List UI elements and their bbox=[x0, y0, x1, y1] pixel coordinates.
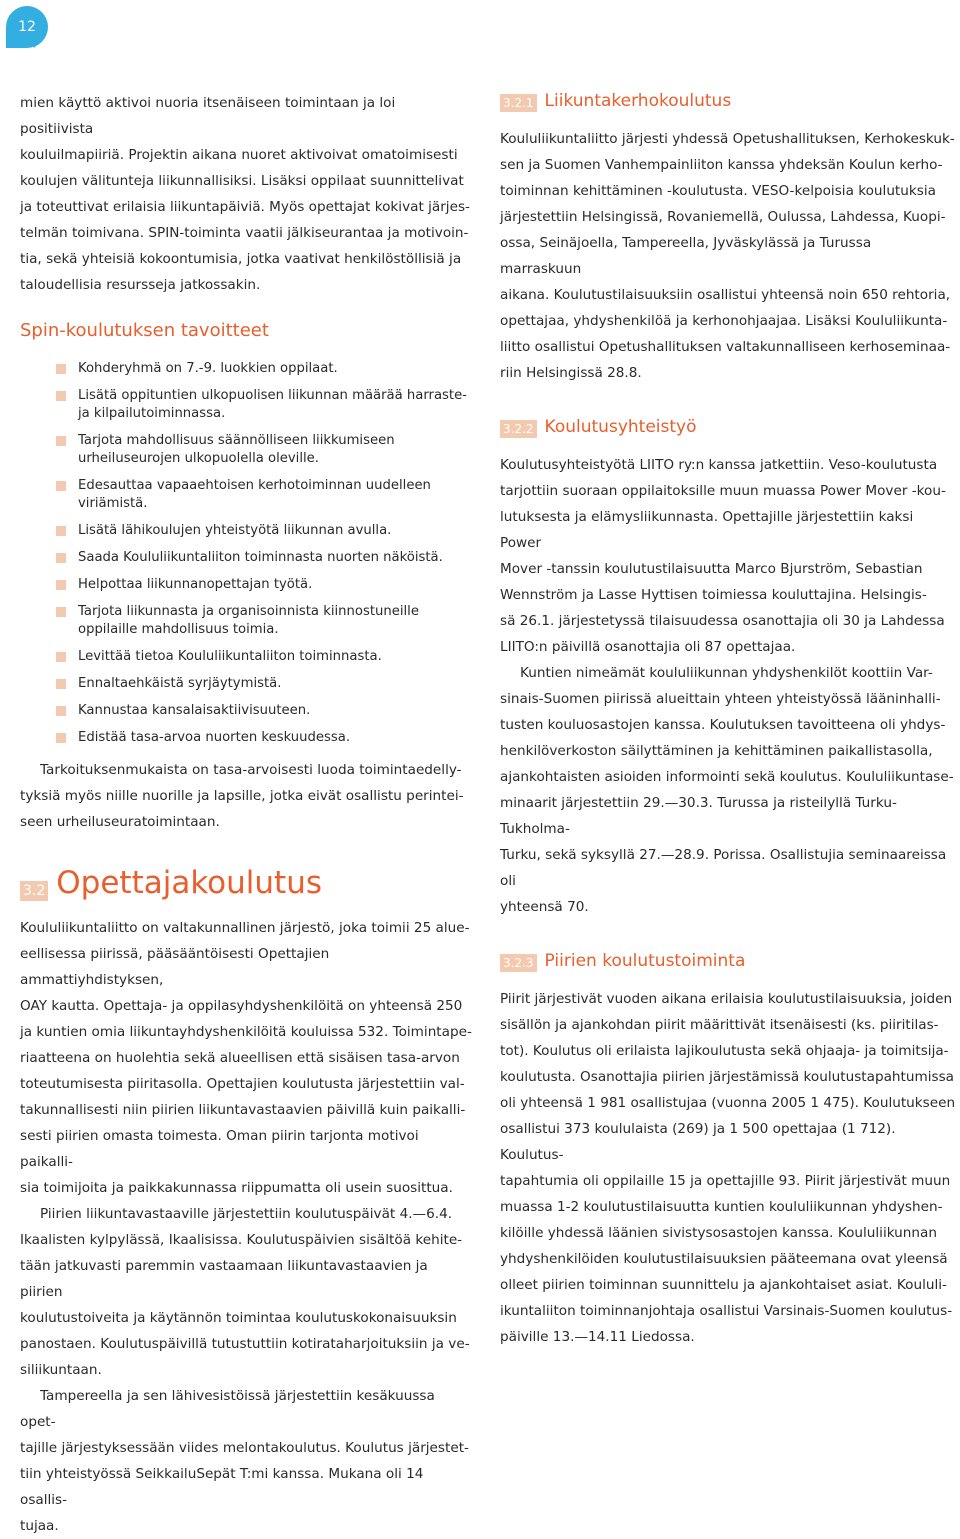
page-number-badge bbox=[6, 6, 48, 48]
section-header-3-2-3 bbox=[500, 950, 956, 972]
text-line: koulutustoiveita ja käytännön toimintaa koulutuskokonaisuuksin bbox=[20, 1310, 457, 1326]
text-line: Wennström ja Lasse Hyttisen toimiessa kouluttajina. Helsingis- bbox=[500, 587, 927, 603]
text-line: sesti piirien omasta toimesta. Oman piirin tarjonta motivoi paikalli- bbox=[20, 1128, 419, 1170]
text-line: ikuntaliiton toiminnanjohtaja osallistui Varsinais-Suomen koulutus- bbox=[500, 1303, 953, 1319]
text-line: sä 26.1. järjestetyssä tilaisuudessa osanottajia oli 30 ja Lahdessa bbox=[500, 613, 945, 629]
text-line: LIITO:n päivillä osanottajia oli 87 opettajaa. bbox=[500, 639, 796, 655]
square-bullet-icon bbox=[56, 526, 66, 536]
subsection-number: 3.2.3 bbox=[500, 954, 537, 972]
text-line: tiin yhteistyössä SeikkailuSepät T:mi kanssa. Mukana oli 14 osallis- bbox=[20, 1466, 424, 1508]
text-line: toiminnan kehittäminen -koulutusta. VESO-kelpoisia koulutuksia bbox=[500, 183, 936, 199]
teacher-training-paragraph-3 bbox=[20, 1383, 472, 1539]
right-column bbox=[500, 90, 956, 1350]
goal-item bbox=[56, 576, 472, 594]
text-line: taloudellisia resursseja jatkossakin. bbox=[20, 277, 261, 293]
subsection-title: Piirien koulutustoiminta bbox=[544, 951, 746, 971]
text-line: päiville 13.—14.11 Liedossa. bbox=[500, 1329, 695, 1345]
text-line: tarjottiin suoraan oppilaitoksille muun muassa Power Mover -kou- bbox=[500, 483, 946, 499]
text-line: opettajaa, yhdyshenkilöä ja kerhonohjaajaa. Lisäksi Koululiikunta- bbox=[500, 313, 948, 329]
text-line: oli yhteensä 1 981 osallistujaa (vuonna 2005 1 475). Koulutukseen bbox=[500, 1095, 956, 1111]
text-line: tujaa. bbox=[20, 1518, 59, 1534]
goal-text: Helpottaa liikunnanopettajan työtä. bbox=[78, 577, 313, 592]
teacher-training-paragraph-2 bbox=[20, 1201, 472, 1383]
goal-text: Tarjota mahdollisuus säännölliseen liikkumiseen urheiluseurojen ulkopuolella oleville. bbox=[78, 433, 395, 466]
text-line: tään jatkuvasti paremmin vastaamaan liikuntavastaavien ja piirien bbox=[20, 1258, 428, 1300]
goal-text: Edistää tasa-arvoa nuorten keskuudessa. bbox=[78, 730, 351, 745]
text-line: riin Helsingissä 28.8. bbox=[500, 365, 642, 381]
goal-text: Levittää tietoa Koululiikuntaliiton toiminnasta. bbox=[78, 649, 382, 664]
text-line: Koululiikuntaliitto on valtakunnallinen järjestö, joka toimii 25 alue- bbox=[20, 920, 470, 936]
goal-item bbox=[56, 603, 472, 639]
district-training-paragraph bbox=[500, 986, 956, 1350]
text-line: aikana. Koulutustilaisuuksiin osallistui yhteensä noin 650 rehtoria, bbox=[500, 287, 951, 303]
text-line: seen urheiluseuratoimintaan. bbox=[20, 814, 220, 830]
text-line: Piirit järjestivät vuoden aikana erilaisia koulutustilaisuuksia, joiden bbox=[500, 991, 953, 1007]
text-line: tyksiä myös niille nuorille ja lapsille, jotka eivät osallistu perintei- bbox=[20, 788, 464, 804]
section-header-3-2-1 bbox=[500, 90, 956, 112]
goal-text: Ennaltaehkäistä syrjäytymistä. bbox=[78, 676, 282, 691]
goals-list bbox=[20, 360, 472, 747]
goal-item bbox=[56, 648, 472, 666]
text-line: riaatteena on huolehtia sekä alueellisen että sisäisen tasa-arvon bbox=[20, 1050, 460, 1066]
square-bullet-icon bbox=[56, 580, 66, 590]
section-header-3-2-2 bbox=[500, 416, 956, 438]
text-line: koulutusta. Osanottajia piirien järjestämissä koulutustapahtumissa bbox=[500, 1069, 954, 1085]
square-bullet-icon bbox=[56, 607, 66, 617]
goal-item bbox=[56, 729, 472, 747]
goal-item bbox=[56, 432, 472, 468]
text-line: Tarkoituksenmukaista on tasa-arvoisesti luoda toimintaedelly- bbox=[40, 762, 462, 778]
text-line: sia toimijoita ja paikkakunnassa riippumatta oli usein suosittua. bbox=[20, 1180, 453, 1196]
section-header-3-2 bbox=[20, 865, 472, 901]
goal-text: Edesauttaa vapaaehtoisen kerhotoiminnan uudelleen viriämistä. bbox=[78, 478, 431, 511]
text-line: yhteensä 70. bbox=[500, 899, 589, 915]
text-line: tajille järjestyksessään viides melontakoulutus. Koulutus järjestet- bbox=[20, 1440, 469, 1456]
goal-text: Tarjota liikunnasta ja organisoinnista kiinnostuneille oppilaille mahdollisuus toimia. bbox=[78, 604, 419, 637]
square-bullet-icon bbox=[56, 481, 66, 491]
text-line: tapahtumia oli oppilaille 15 ja opettajille 93. Piirit järjestivät muun bbox=[500, 1173, 951, 1189]
goal-item bbox=[56, 702, 472, 720]
text-line: lutuksesta ja elämysliikunnasta. Opettajille järjestettiin kaksi Power bbox=[500, 509, 914, 551]
square-bullet-icon bbox=[56, 364, 66, 374]
text-line: ja kuntien omia liikuntayhdyshenkilöitä kouluissa 532. Toimintape- bbox=[20, 1024, 472, 1040]
text-line: Koululiikuntaliitto järjesti yhdessä Opetushallituksen, Kerhokeskuk- bbox=[500, 131, 955, 147]
text-line: olleet piirien toiminnan suunnittelu ja ajankohtaiset asiat. Koululi- bbox=[500, 1277, 947, 1293]
text-line: järjestettiin Helsingissä, Rovaniemellä, Oulussa, Lahdessa, Kuopi- bbox=[500, 209, 946, 225]
text-line: mien käyttö aktivoi nuoria itsenäiseen toimintaan ja loi positiivista bbox=[20, 95, 396, 137]
section-title: Opettajakoulutus bbox=[56, 865, 323, 901]
text-line: Turku, sekä syksyllä 27.—28.9. Porissa. Osallistujia seminaareissa oli bbox=[500, 847, 947, 889]
goal-text: Lisätä lähikoulujen yhteistyötä liikunnan avulla. bbox=[78, 523, 392, 538]
text-line: sinais-Suomen piirissä alueittain yhteen yhteistyössä lääninhalli- bbox=[500, 691, 941, 707]
left-column bbox=[20, 90, 472, 1539]
text-line: henkilöverkoston säilyttäminen ja kehittäminen paikallistasolla, bbox=[500, 743, 933, 759]
text-line: ja toteuttivat erilaisia liikuntapäiviä. Myös opettajat kokivat järjes- bbox=[20, 199, 470, 215]
page-number: 12 bbox=[18, 19, 36, 35]
section-number: 3.2 bbox=[20, 881, 48, 901]
cooperation-paragraph-1 bbox=[500, 452, 956, 660]
club-training-paragraph bbox=[500, 126, 956, 386]
square-bullet-icon bbox=[56, 391, 66, 401]
text-line: eellisessa piirissä, pääsääntöisesti Opettajien ammattiyhdistyksen, bbox=[20, 946, 330, 988]
subsection-title: Liikuntakerhokoulutus bbox=[544, 91, 732, 111]
text-line: tusten kouluosastojen kanssa. Koulutuksen tavoitteena oli yhdys- bbox=[500, 717, 946, 733]
text-line: ajankohtaisten asioiden informointi sekä koulutus. Koululiikuntase- bbox=[500, 769, 954, 785]
square-bullet-icon bbox=[56, 706, 66, 716]
goal-text: Lisätä oppituntien ulkopuolisen liikunnan määrää harraste- ja kilpailutoiminnassa. bbox=[78, 388, 467, 421]
text-line: ossa, Seinäjoella, Tampereella, Jyväskylässä ja Turussa marraskuun bbox=[500, 235, 872, 277]
goal-item bbox=[56, 522, 472, 540]
goal-text: Saada Koululiikuntaliiton toiminnasta nuorten näköistä. bbox=[78, 550, 443, 565]
text-line: osallistui 373 koululaista (269) ja 1 500 opettajaa (1 712). Koulutus- bbox=[500, 1121, 896, 1163]
after-goals-paragraph bbox=[20, 757, 472, 835]
text-line: toteutumisesta piiritasolla. Opettajien koulutusta järjestettiin val- bbox=[20, 1076, 465, 1092]
square-bullet-icon bbox=[56, 553, 66, 563]
text-line: Ikaalisten kylpylässä, Ikaalisissa. Koulutuspäivien sisältöä kehite- bbox=[20, 1232, 463, 1248]
goal-text: Kohderyhmä on 7.-9. luokkien oppilaat. bbox=[78, 361, 338, 376]
goals-heading: Spin-koulutuksen tavoitteet bbox=[20, 320, 269, 341]
subsection-title: Koulutusyhteistyö bbox=[544, 417, 697, 437]
goal-item bbox=[56, 549, 472, 567]
text-line: Koulutusyhteistyötä LIITO ry:n kanssa jatkettiin. Veso-koulutusta bbox=[500, 457, 938, 473]
text-line: kouluilmapiiriä. Projektin aikana nuoret aktivoivat omatoimisesti bbox=[20, 147, 458, 163]
intro-paragraph bbox=[20, 90, 472, 298]
goal-text: Kannustaa kansalaisaktiivisuuteen. bbox=[78, 703, 311, 718]
subsection-number: 3.2.2 bbox=[500, 420, 537, 438]
square-bullet-icon bbox=[56, 652, 66, 662]
text-line: muassa 1-2 koulutustilaisuutta kuntien koululiikunnan yhdyshen- bbox=[500, 1199, 943, 1215]
cooperation-paragraph-2 bbox=[500, 660, 956, 920]
text-line: takunnallisesti niin piirien liikuntavastaavien päivillä kuin paikalli- bbox=[20, 1102, 466, 1118]
square-bullet-icon bbox=[56, 733, 66, 743]
square-bullet-icon bbox=[56, 436, 66, 446]
text-line: kilöille yhdessä läänien sivistysosastojen kanssa. Koululiikunnan bbox=[500, 1225, 937, 1241]
text-line: yhdyshenkilöiden koulutustilaisuuksien pääteemana ovat yleensä bbox=[500, 1251, 948, 1267]
text-line: telmän toimivana. SPIN-toiminta vaatii jälkiseurantaa ja motivoin- bbox=[20, 225, 469, 241]
text-line: liitto osallistui Opetushallituksen valtakunnalliseen kerhoseminaa- bbox=[500, 339, 951, 355]
text-line: OAY kautta. Opettaja- ja oppilasyhdyshenkilöitä on yhteensä 250 bbox=[20, 998, 463, 1014]
text-line: sisällön ja ajankohdan piirit määrittivät itsenäisesti (ks. piiritilas- bbox=[500, 1017, 939, 1033]
text-line: Mover -tanssin koulutustilaisuutta Marco Bjurström, Sebastian bbox=[500, 561, 923, 577]
text-line: Tampereella ja sen lähivesistöissä järjestettiin kesäkuussa opet- bbox=[20, 1388, 435, 1430]
text-line: sen ja Suomen Vanhempainliiton kanssa yhdeksän Koulun kerho- bbox=[500, 157, 943, 173]
text-line: Kuntien nimeämät koululiikunnan yhdyshenkilöt koottiin Var- bbox=[520, 665, 933, 681]
goal-item bbox=[56, 360, 472, 378]
goal-item bbox=[56, 675, 472, 693]
text-line: Piirien liikuntavastaaville järjestettiin koulutuspäivät 4.—6.4. bbox=[40, 1206, 453, 1222]
goal-item bbox=[56, 387, 472, 423]
text-line: panostaen. Koulutuspäivillä tutustuttiin kotirataharjoituksiin ja ve- bbox=[20, 1336, 470, 1352]
text-line: minaarit järjestettiin 29.—30.3. Turussa ja risteilyllä Turku-Tukholma- bbox=[500, 795, 897, 837]
text-line: siliikuntaan. bbox=[20, 1362, 102, 1378]
text-line: tia, sekä yhteisiä kokoontumisia, jotka vaativat henkilöstöllisiä ja bbox=[20, 251, 462, 267]
subsection-number: 3.2.1 bbox=[500, 94, 537, 112]
text-line: koulujen välitunteja liikunnallisiksi. Lisäksi oppilaat suunnittelivat bbox=[20, 173, 464, 189]
square-bullet-icon bbox=[56, 679, 66, 689]
goal-item bbox=[56, 477, 472, 513]
teacher-training-paragraph-1 bbox=[20, 915, 472, 1201]
text-line: tot). Koulutus oli erilaista lajikoulutusta sekä ohjaaja- ja toimitsija- bbox=[500, 1043, 949, 1059]
